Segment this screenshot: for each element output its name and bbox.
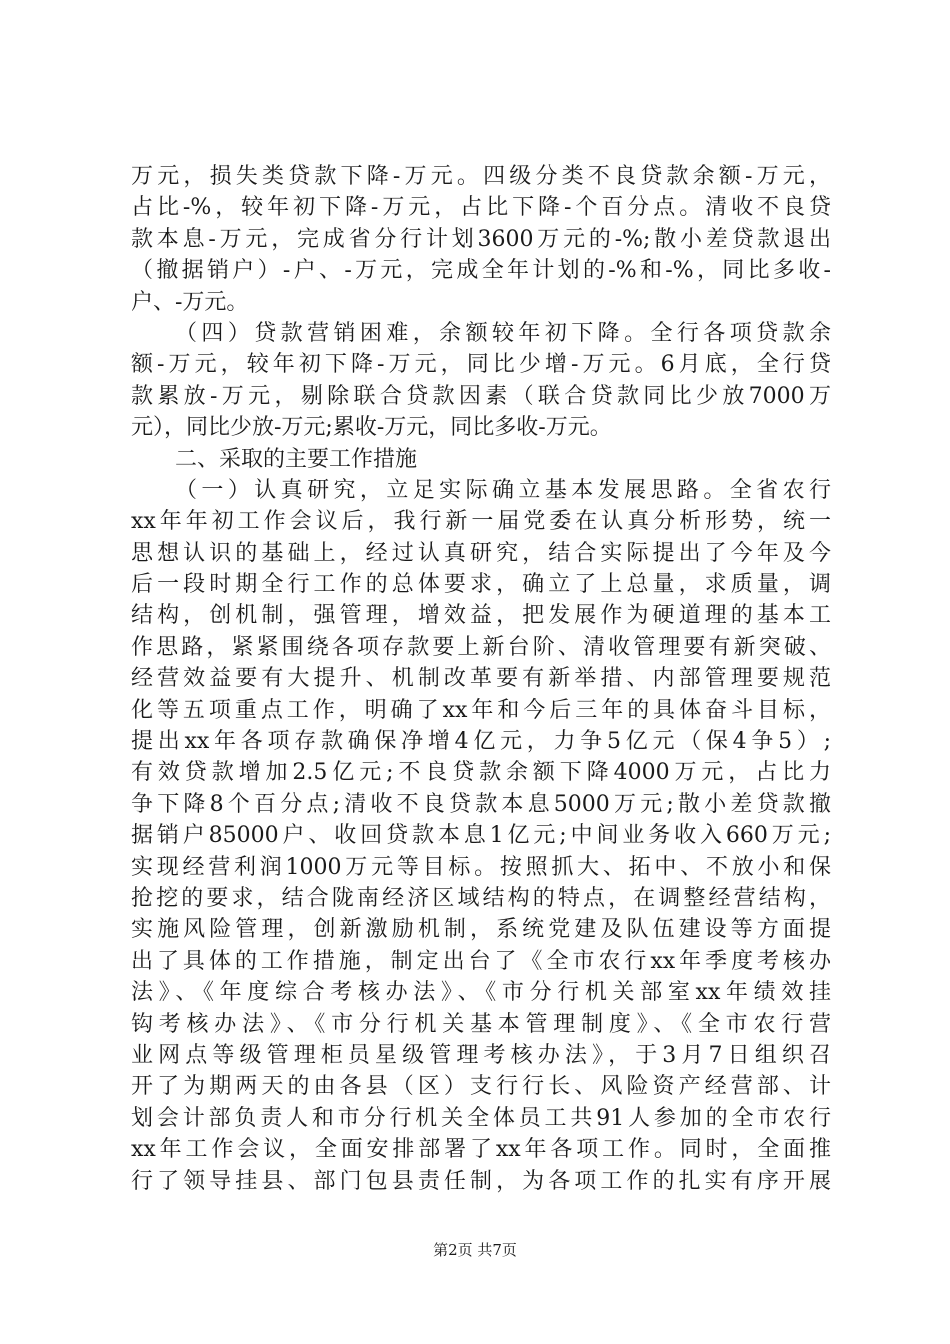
text-line: （一）认真研究，立足实际确立基本发展思路。全省农行 [175,477,831,503]
text-line: 有效贷款增加2.5亿元;不良贷款余额下降4000万元，占比力 [131,760,831,786]
text-line: 占比-%，较年初下降-万元，占比下降-个百分点。清收不良贷 [131,195,831,221]
text-line: 开了为期两天的由各县（区）支行行长、风险资产经营部、计 [131,1074,831,1100]
text-line: 款累放-万元，剔除联合贷款因素（联合贷款同比少放7000万 [131,383,831,409]
text-line: 出了具体的工作措施，制定出台了《全市农行xx年季度考核办 [131,948,831,974]
text-line: 化等五项重点工作，明确了xx年和今后三年的具体奋斗目标， [131,697,831,723]
page-number: 第2页 共7页 [433,1241,517,1259]
text-line: （四）贷款营销困难，余额较年初下降。全行各项贷款余 [175,320,831,346]
text-line: 实施风险管理，创新激励机制，系统党建及队伍建设等方面提 [131,917,831,943]
text-line: 万元，损失类贷款下降-万元。四级分类不良贷款余额-万元， [131,164,831,189]
text-line: 抢挖的要求，结合陇南经济区域结构的特点，在调整经营结构， [131,885,831,911]
text-line: 后一段时期全行工作的总体要求，确立了上总量，求质量，调 [131,572,831,598]
text-line: 额-万元，较年初下降-万元，同比少增-万元。6月底，全行贷 [131,352,831,378]
document-body [131,161,831,1197]
text-line: 作思路，紧紧围绕各项存款要上新台阶、清收管理要有新突破、 [131,634,831,660]
text-line: 争下降8个百分点;清收不良贷款本息5000万元;散小差贷款撤 [131,791,831,817]
text-line: 行了领导挂县、部门包县责任制，为各项工作的扎实有序开展 [131,1168,831,1194]
page-footer [0,1240,950,1260]
text-line: 法》、《年度综合考核办法》、《市分行机关部室xx年绩效挂 [131,980,831,1006]
text-line: xx年年初工作会议后，我行新一届党委在认真分析形势，统一 [131,509,831,535]
text-line: （撤据销户）-户、-万元，完成全年计划的-%和-%，同比多收- [131,258,831,284]
text-line: 款本息-万元，完成省分行计划3600万元的-%;散小差贷款退出 [131,226,831,252]
text-line: 提出xx年各项存款确保净增4亿元，力争5亿元（保4争5）; [131,729,831,755]
text-line: 划会计部负责人和市分行机关全体员工共91人参加的全市农行 [131,1105,831,1131]
text-line: 元），同比少放-万元;累收-万元，同比多收-万元。 [131,415,612,441]
text-line: 思想认识的基础上，经过认真研究，结合实际提出了今年及今 [131,540,831,566]
text-line: 业网点等级管理柜员星级管理考核办法》，于3月7日组织召 [131,1042,831,1068]
text-line: 结构，创机制，强管理，增效益，把发展作为硬道理的基本工 [131,603,831,629]
text-line: 二、采取的主要工作措施 [175,446,418,472]
text-line: 实现经营利润1000万元等目标。按照抓大、拓中、不放小和保 [131,854,831,880]
text-line: 经营效益要有大提升、机制改革要有新举措、内部管理要规范 [131,666,831,692]
text-line: 据销户85000户、收回贷款本息1亿元;中间业务收入660万元; [131,823,831,849]
text-line: 户、-万元。 [131,289,249,315]
text-line: xx年工作会议，全面安排部署了xx年各项工作。同时，全面推 [131,1137,831,1163]
text-line: 钩考核办法》、《市分行机关基本管理制度》、《全市农行营 [131,1011,831,1037]
